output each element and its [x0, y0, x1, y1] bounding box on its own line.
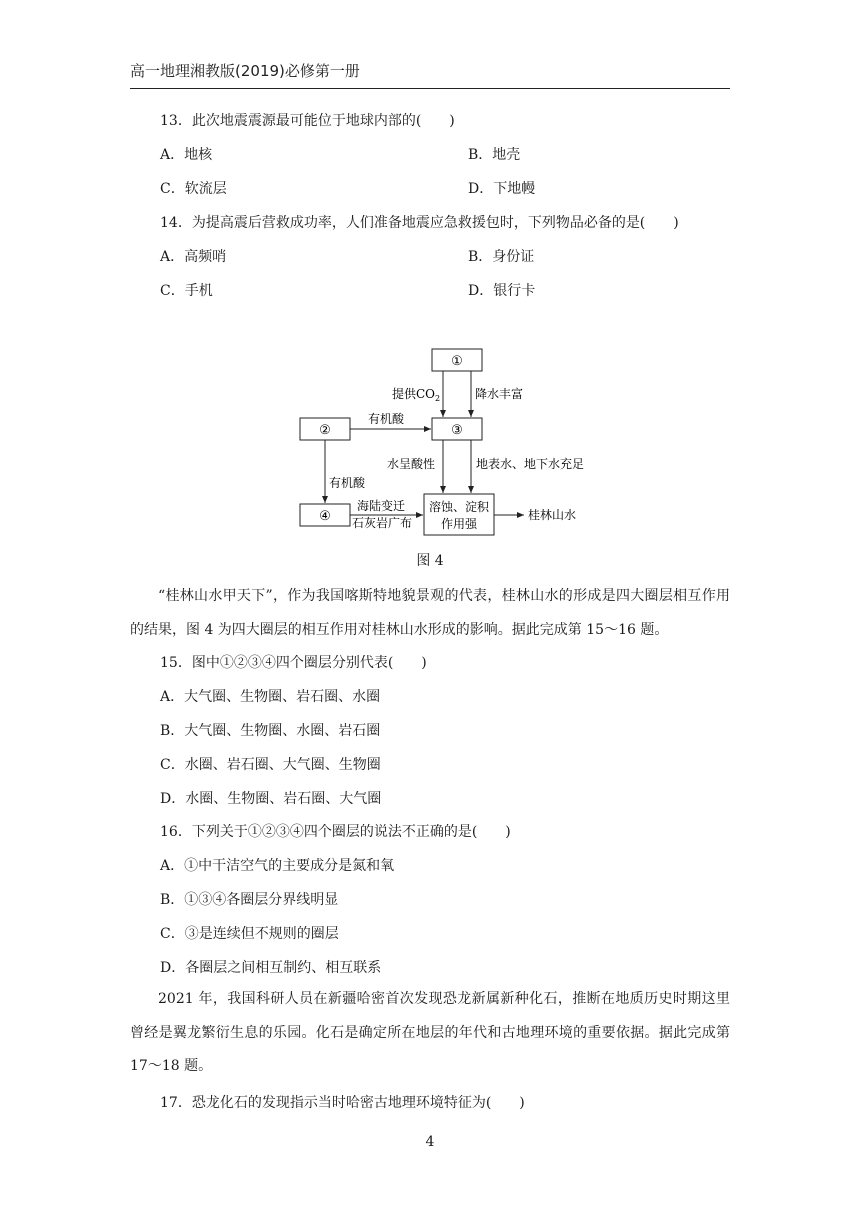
label-water-sufficient: 地表水、地下水充足	[476, 457, 585, 471]
question-15-option-d: D．水圈、生物圈、岩石圈、大气圈	[160, 791, 382, 807]
question-14-option-a: A．高频哨	[160, 249, 227, 265]
label-organic-acid-h: 有机酸	[368, 412, 405, 426]
question-14-stem: 14．为提高震后营救成功率，人们准备地震应急救援包时，下列物品必备的是( )	[160, 215, 679, 231]
box-4-label: ④	[319, 509, 331, 524]
question-16-stem: 16．下列关于①②③④四个圈层的说法不正确的是( )	[160, 824, 511, 840]
running-header: 高一地理湘教版(2019)必修第一册	[130, 62, 360, 80]
label-rain: 降水丰富	[475, 387, 524, 401]
question-14-option-c: C．手机	[160, 283, 213, 299]
label-water-acidic: 水呈酸性	[387, 457, 436, 471]
question-15-stem: 15．图中①②③④四个圈层分别代表( )	[160, 655, 427, 671]
question-13-option-d: D．下地幔	[468, 181, 536, 197]
process-box-line1: 溶蚀、淀积	[428, 500, 490, 514]
label-limestone: 石灰岩广布	[352, 516, 413, 530]
question-16-option-a: A．①中干洁空气的主要成分是氮和氧	[160, 858, 395, 874]
question-16-option-c: C．③是连续但不规则的圈层	[160, 926, 339, 942]
sphere-interaction-diagram	[0, 0, 860, 560]
question-14-option-b: B．身份证	[468, 249, 535, 265]
question-13-stem: 13．此次地震震源最可能位于地球内部的( )	[160, 113, 455, 129]
question-14-option-d: D．银行卡	[468, 283, 536, 299]
question-16-option-b: B．①③④各圈层分界线明显	[160, 892, 339, 908]
question-15-option-b: B．大气圈、生物圈、水圈、岩石圈	[160, 723, 381, 739]
page-number: 4	[425, 1134, 435, 1150]
label-result: 桂林山水	[528, 508, 577, 522]
passage-17-18: 2021 年，我国科研人员在新疆哈密首次发现恐龙新属新种化石，推断在地质历史时期这里曾经是翼龙繁衍生息的乐园。化石是确定所在地层的年代和古地理环境的重要依据。据此完成第 17～18 题。	[130, 991, 730, 1074]
question-13-option-b: B．地壳	[468, 147, 521, 163]
label-organic-acid-v: 有机酸	[329, 476, 366, 490]
label-co2: 提供$CO_2$	[392, 387, 441, 403]
passage-15-16: “桂林山水甲天下”，作为我国喀斯特地貌景观的代表，桂林山水的形成是四大圈层相互作用的结果，图 4 为四大圈层的相互作用对桂林山水形成的影响。据此完成第 15～16 题。	[130, 588, 730, 638]
process-box-line2: 作用强	[440, 517, 478, 531]
question-13-option-c: C．软流层	[160, 181, 227, 197]
question-15-option-c: C．水圈、岩石圈、大气圈、生物圈	[160, 757, 381, 773]
question-13-option-a: A．地核	[160, 147, 213, 163]
box-1-label: ①	[451, 354, 463, 369]
question-17-stem: 17．恐龙化石的发现指示当时哈密古地理环境特征为( )	[160, 1095, 525, 1111]
question-16-option-d: D．各圈层之间相互制约、相互联系	[160, 960, 382, 976]
figure-caption: 图 4	[416, 553, 444, 569]
box-3-label: ③	[451, 423, 463, 438]
label-sea-land: 海陆变迁	[357, 499, 406, 513]
box-2-label: ②	[319, 423, 331, 438]
question-15-option-a: A．大气圈、生物圈、岩石圈、水圈	[160, 689, 381, 705]
